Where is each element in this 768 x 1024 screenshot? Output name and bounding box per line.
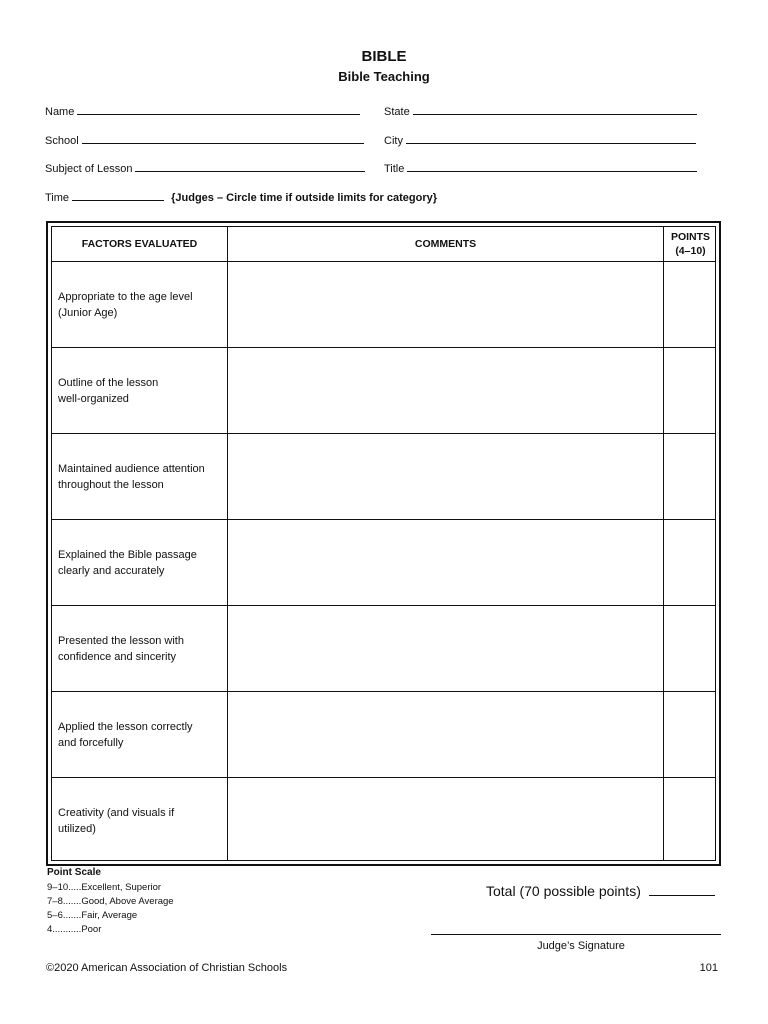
name-label: Name	[45, 106, 75, 118]
point-scale-item: 9–10.....Excellent, Superior	[47, 882, 162, 893]
evaluation-table	[46, 221, 721, 866]
total-label: Total (70 possible points)	[486, 883, 641, 899]
factor-text: clearly and accurately	[58, 564, 165, 577]
city-field[interactable]	[384, 133, 696, 147]
state-label: State	[384, 106, 410, 118]
school-field[interactable]	[45, 133, 364, 147]
point-scale-item: 5–6.......Fair, Average	[47, 910, 138, 921]
state-line	[413, 104, 697, 115]
factor-row-6	[58, 692, 224, 777]
header-comments: COMMENTS	[414, 238, 477, 250]
factor-text: well-organized	[58, 392, 129, 405]
factor-text: (Junior Age)	[58, 306, 118, 319]
factor-row-7	[58, 778, 224, 864]
factor-text: throughout the lesson	[58, 478, 164, 491]
factor-text: Creativity (and visuals if	[58, 807, 175, 819]
signature-label: Judge’s Signature	[537, 940, 625, 952]
factor-row-4	[58, 520, 224, 605]
point-scale-heading: Point Scale	[47, 867, 101, 878]
time-label: Time	[45, 192, 70, 204]
points-column[interactable]	[664, 262, 717, 864]
factor-text: confidence and sincerity	[58, 650, 177, 663]
factor-text: and forcefully	[58, 736, 124, 749]
time-field[interactable]	[45, 190, 437, 204]
point-scale-item: 7–8.......Good, Above Average	[47, 896, 174, 907]
total-field[interactable]	[486, 883, 715, 899]
time-note: {Judges – Circle time if outside limits for category}	[171, 192, 438, 204]
factor-row-2	[58, 348, 224, 433]
title-field[interactable]	[384, 161, 697, 175]
header-factors: FACTORS EVALUATED	[81, 238, 198, 250]
subject-line	[135, 161, 365, 172]
factor-text: Appropriate to the age level	[58, 290, 193, 303]
time-line	[72, 190, 164, 201]
school-line	[82, 133, 364, 144]
factor-text: Explained the Bible passage	[58, 548, 197, 561]
page-number: 101	[699, 962, 718, 974]
header-points-range: (4–10)	[675, 245, 706, 257]
factor-text: Presented the lesson with	[58, 634, 184, 647]
header-points	[664, 227, 717, 261]
evaluation-table-inner	[51, 226, 716, 861]
factor-text: Outline of the lesson	[58, 376, 159, 389]
factor-text: utilized)	[58, 823, 96, 835]
title-label: Title	[384, 163, 405, 175]
school-label: School	[45, 135, 79, 147]
factor-row-5	[58, 606, 224, 691]
state-field[interactable]	[384, 104, 697, 118]
factor-row-1	[58, 262, 224, 347]
header-points-label: POINTS	[670, 231, 711, 243]
factor-text: Maintained audience attention	[58, 462, 205, 475]
comments-column[interactable]	[228, 262, 663, 864]
factor-row-3	[58, 434, 224, 519]
copyright-text: ©2020 American Association of Christian Schools	[46, 962, 288, 974]
name-field[interactable]	[45, 104, 360, 118]
subject-label: Subject of Lesson	[45, 163, 133, 175]
name-line	[77, 104, 360, 115]
point-scale-item: 4...........Poor	[47, 924, 102, 935]
city-label: City	[384, 135, 403, 147]
factor-text: Applied the lesson correctly	[58, 720, 193, 733]
title-line	[407, 161, 697, 172]
page-title: BIBLE	[361, 48, 407, 65]
signature-line[interactable]	[431, 934, 721, 935]
page-subtitle: Bible Teaching	[338, 69, 430, 84]
subject-field[interactable]	[45, 161, 365, 175]
city-line	[406, 133, 696, 144]
total-line	[649, 885, 715, 896]
